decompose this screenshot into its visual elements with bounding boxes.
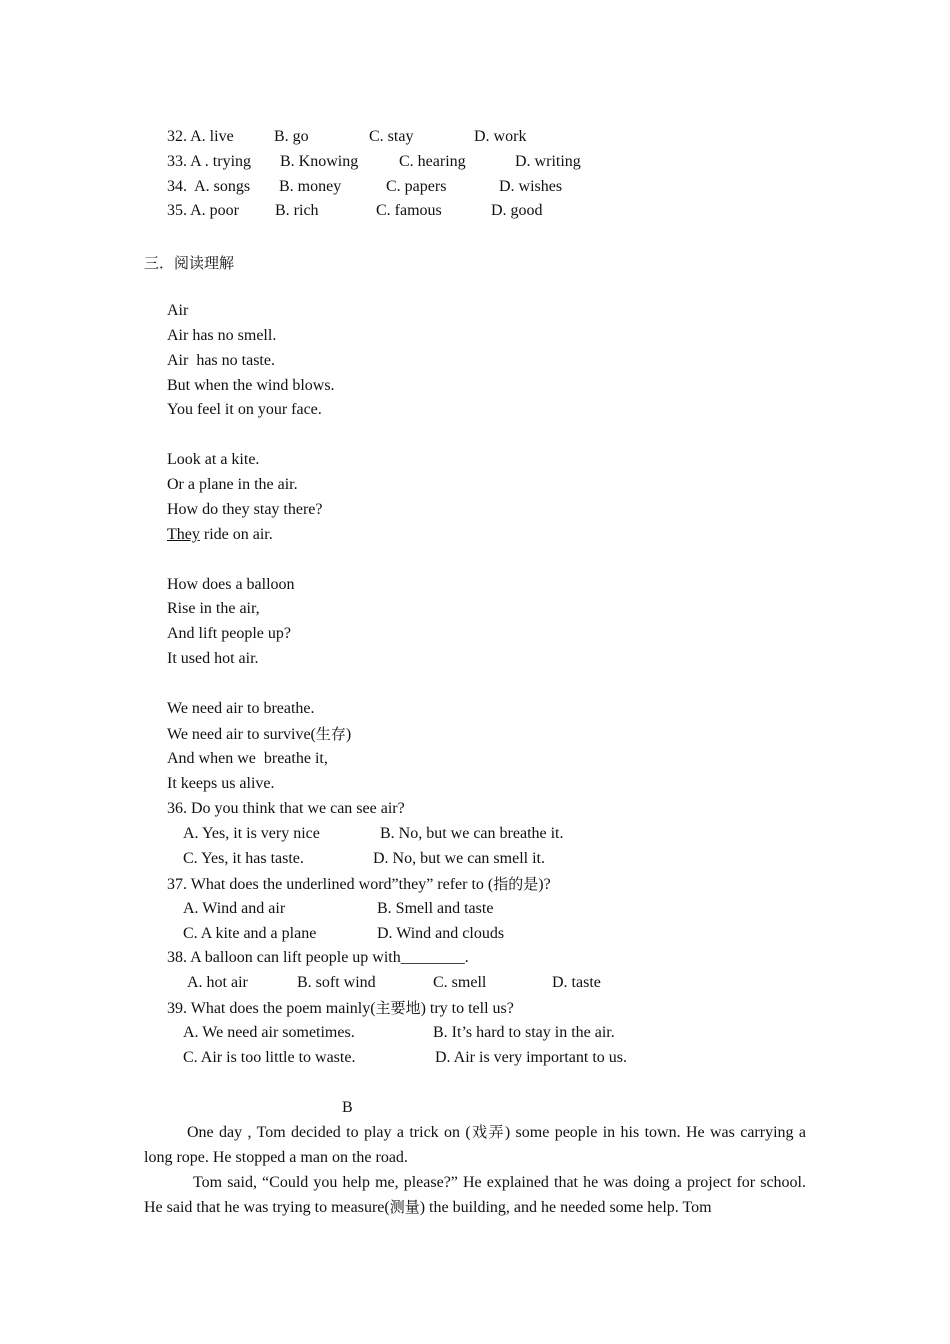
poem-line-rest: ride on air. — [199, 526, 273, 543]
q36-option-b: B. No, but we can breathe it. — [380, 825, 564, 842]
question-37 — [167, 874, 551, 895]
q39-option-d: D. Air is very important to us. — [435, 1049, 627, 1066]
question-text: )? — [538, 876, 551, 893]
q37-option-b: B. Smell and taste — [377, 900, 494, 917]
option-34-d: D. wishes — [499, 178, 563, 195]
question-36: 36. Do you think that we can see air? — [167, 800, 405, 817]
q38-option-a: A. hot air — [187, 974, 248, 991]
option-33-b: B. Knowing — [280, 153, 359, 170]
passage-b-label: B — [342, 1099, 353, 1116]
q38-option-c: C. smell — [433, 974, 487, 991]
poem-line: Air has no smell. — [167, 327, 277, 344]
chinese-gloss: 戏弄 — [470, 1123, 505, 1141]
q36-option-d: D. No, but we can smell it. — [373, 850, 545, 867]
chinese-gloss: 测量 — [389, 1198, 420, 1216]
option-34-a: 34. A. songs — [167, 178, 251, 195]
option-32-a: 32. A. live — [167, 128, 234, 145]
q36-option-c: C. Yes, it has taste. — [183, 850, 304, 867]
poem-line: Rise in the air, — [167, 600, 260, 617]
chinese-gloss: 主要地 — [375, 999, 421, 1017]
passage-text: One day , Tom decided to play a trick on ( — [187, 1124, 471, 1141]
option-32-b: B. go — [274, 128, 309, 145]
poem-line: How does a balloon — [167, 576, 295, 593]
q36-option-a: A. Yes, it is very nice — [183, 825, 320, 842]
poem-line: We need air to breathe. — [167, 700, 315, 717]
question-39 — [167, 998, 514, 1019]
option-34-b: B. money — [279, 178, 342, 195]
poem-line: It keeps us alive. — [167, 775, 275, 792]
poem-line — [167, 724, 351, 745]
option-32-c: C. stay — [369, 128, 414, 145]
question-38: 38. A balloon can lift people up with________. — [167, 949, 469, 966]
option-35-d: D. good — [491, 202, 543, 219]
q37-option-d: D. Wind and clouds — [377, 925, 505, 942]
poem-line: Look at a kite. — [167, 451, 260, 468]
q39-option-a: A. We need air sometimes. — [183, 1024, 355, 1041]
passage-b-paragraph-1 — [144, 1120, 806, 1170]
poem-text: ) — [345, 726, 352, 743]
poem-line: How do they stay there? — [167, 501, 323, 518]
question-text: 39. What does the poem mainly( — [167, 1000, 376, 1017]
q38-option-b: B. soft wind — [297, 974, 376, 991]
passage-b-paragraph-2 — [144, 1170, 806, 1220]
poem-text: We need air to survive( — [167, 726, 316, 743]
poem-line — [167, 525, 273, 545]
option-33-c: C. hearing — [399, 153, 466, 170]
option-35-b: B. rich — [275, 202, 319, 219]
q39-option-c: C. Air is too little to waste. — [183, 1049, 356, 1066]
passage-text: ) some people in his town. He was carrying a long rope. He stopped a man on the road. — [144, 1124, 806, 1166]
question-text: 37. What does the underlined word”they” refer to ( — [167, 876, 494, 893]
passage-text: Tom said, “Could you help me, please?” He explained that he was doing a project for school. He said that he was trying to measure( — [144, 1174, 806, 1216]
poem-line: And lift people up? — [167, 625, 291, 642]
q39-option-b: B. It’s hard to stay in the air. — [433, 1024, 615, 1041]
option-33-a: 33. A . trying — [167, 153, 252, 170]
q37-option-a: A. Wind and air — [183, 900, 286, 917]
passage-text: ) the building, and he needed some help. Tom — [419, 1199, 712, 1216]
poem-line: But when the wind blows. — [167, 377, 335, 394]
poem-line: It used hot air. — [167, 650, 259, 667]
q37-option-c: C. A kite and a plane — [183, 925, 317, 942]
option-35-a: 35. A. poor — [167, 202, 239, 219]
poem-line: And when we breathe it, — [167, 750, 328, 767]
option-34-c: C. papers — [386, 178, 447, 195]
option-33-d: D. writing — [515, 153, 581, 170]
option-35-c: C. famous — [376, 202, 442, 219]
option-32-d: D. work — [474, 128, 527, 145]
poem-title: Air — [167, 302, 189, 319]
question-text: ) try to tell us? — [420, 1000, 514, 1017]
poem-line: Air has no taste. — [167, 352, 275, 369]
chinese-gloss: 生存 — [315, 725, 346, 743]
chinese-gloss: 指的是 — [493, 875, 539, 893]
poem-line: You feel it on your face. — [167, 401, 322, 418]
poem-line: Or a plane in the air. — [167, 476, 298, 493]
section-heading: 三．阅读理解 — [144, 254, 235, 272]
underlined-word: They — [167, 526, 200, 543]
q38-option-d: D. taste — [552, 974, 601, 991]
